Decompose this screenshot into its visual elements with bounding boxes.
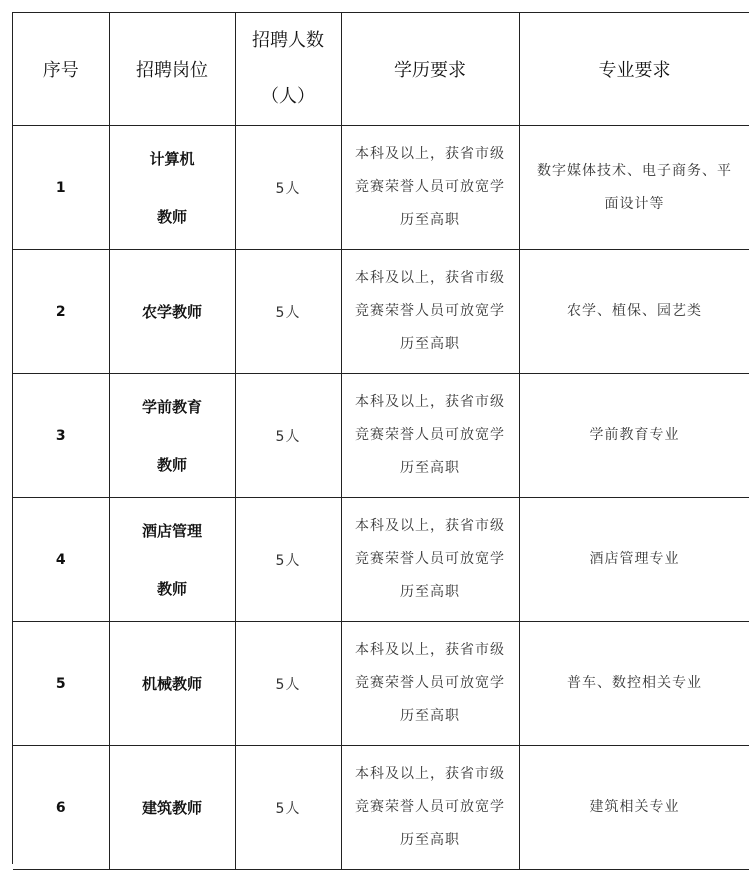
row-position bbox=[109, 622, 235, 746]
education-text: 本科及以上，获省市级 bbox=[355, 270, 505, 286]
row-index: 5 bbox=[13, 622, 109, 746]
education-text: 历至高职 bbox=[400, 212, 460, 228]
table-row bbox=[13, 622, 749, 746]
education-text: 历至高职 bbox=[400, 708, 460, 724]
table-row bbox=[13, 126, 749, 250]
row-index: 1 bbox=[13, 126, 109, 250]
row-education bbox=[341, 374, 519, 498]
row-position bbox=[109, 250, 235, 374]
education-text: 历至高职 bbox=[400, 460, 460, 476]
row-count: 5人 bbox=[235, 622, 341, 746]
row-index: 6 bbox=[13, 746, 109, 870]
table-row bbox=[13, 746, 749, 870]
education-text: 本科及以上，获省市级 bbox=[355, 394, 505, 410]
row-position bbox=[109, 126, 235, 250]
education-text: 竞赛荣誉人员可放宽学 bbox=[355, 551, 505, 567]
row-position bbox=[109, 746, 235, 870]
position-text: 酒店管理 bbox=[141, 521, 202, 540]
education-text: 历至高职 bbox=[400, 336, 460, 352]
row-count: 5人 bbox=[235, 126, 341, 250]
row-position bbox=[109, 374, 235, 498]
header-education: 学历要求 bbox=[341, 13, 519, 126]
education-text: 本科及以上，获省市级 bbox=[355, 766, 505, 782]
row-education bbox=[341, 622, 519, 746]
education-text: 本科及以上，获省市级 bbox=[355, 146, 505, 162]
row-major bbox=[519, 622, 749, 746]
position-text: 教师 bbox=[156, 455, 187, 474]
row-education bbox=[341, 498, 519, 622]
position-text: 农学教师 bbox=[141, 302, 202, 321]
header-count-line2: （人） bbox=[261, 86, 315, 107]
position-text: 机械教师 bbox=[141, 674, 202, 693]
row-education bbox=[341, 746, 519, 870]
row-count: 5人 bbox=[235, 250, 341, 374]
header-count bbox=[235, 13, 341, 126]
row-count: 5人 bbox=[235, 746, 341, 870]
major-text: 学前教育专业 bbox=[589, 427, 680, 443]
row-education bbox=[341, 126, 519, 250]
recruitment-table bbox=[13, 13, 749, 870]
table-row bbox=[13, 374, 749, 498]
header-count-line1: 招聘人数 bbox=[252, 30, 324, 51]
major-text: 面设计等 bbox=[604, 195, 665, 212]
row-index: 4 bbox=[13, 498, 109, 622]
education-text: 竞赛荣誉人员可放宽学 bbox=[355, 675, 505, 691]
row-major bbox=[519, 250, 749, 374]
major-text: 普车、数控相关专业 bbox=[567, 675, 702, 691]
major-text: 酒店管理专业 bbox=[589, 551, 680, 567]
position-text: 教师 bbox=[156, 579, 187, 598]
education-text: 竞赛荣誉人员可放宽学 bbox=[355, 799, 505, 815]
education-text: 竞赛荣誉人员可放宽学 bbox=[355, 303, 505, 319]
row-major bbox=[519, 746, 749, 870]
table-row bbox=[13, 250, 749, 374]
education-text: 本科及以上，获省市级 bbox=[355, 642, 505, 658]
education-text: 历至高职 bbox=[400, 832, 460, 848]
table-row bbox=[13, 498, 749, 622]
row-major bbox=[519, 126, 749, 250]
education-text: 竞赛荣誉人员可放宽学 bbox=[355, 427, 505, 443]
position-text: 教师 bbox=[156, 207, 187, 226]
major-text: 农学、植保、园艺类 bbox=[567, 303, 702, 319]
position-text: 学前教育 bbox=[141, 397, 202, 416]
row-major bbox=[519, 374, 749, 498]
row-index: 3 bbox=[13, 374, 109, 498]
table-body bbox=[13, 126, 749, 870]
recruitment-table-container bbox=[12, 12, 749, 864]
row-position bbox=[109, 498, 235, 622]
header-row bbox=[13, 13, 749, 126]
education-text: 竞赛荣誉人员可放宽学 bbox=[355, 179, 505, 195]
position-text: 计算机 bbox=[149, 149, 195, 168]
major-text: 数字媒体技术、电子商务、平 bbox=[537, 162, 732, 179]
major-text: 建筑相关专业 bbox=[589, 799, 680, 815]
row-count: 5人 bbox=[235, 498, 341, 622]
row-count: 5人 bbox=[235, 374, 341, 498]
header-position: 招聘岗位 bbox=[109, 13, 235, 126]
row-index: 2 bbox=[13, 250, 109, 374]
header-major: 专业要求 bbox=[519, 13, 749, 126]
education-text: 历至高职 bbox=[400, 584, 460, 600]
header-index: 序号 bbox=[13, 13, 109, 126]
position-text: 建筑教师 bbox=[141, 798, 202, 817]
row-major bbox=[519, 498, 749, 622]
row-education bbox=[341, 250, 519, 374]
education-text: 本科及以上，获省市级 bbox=[355, 518, 505, 534]
